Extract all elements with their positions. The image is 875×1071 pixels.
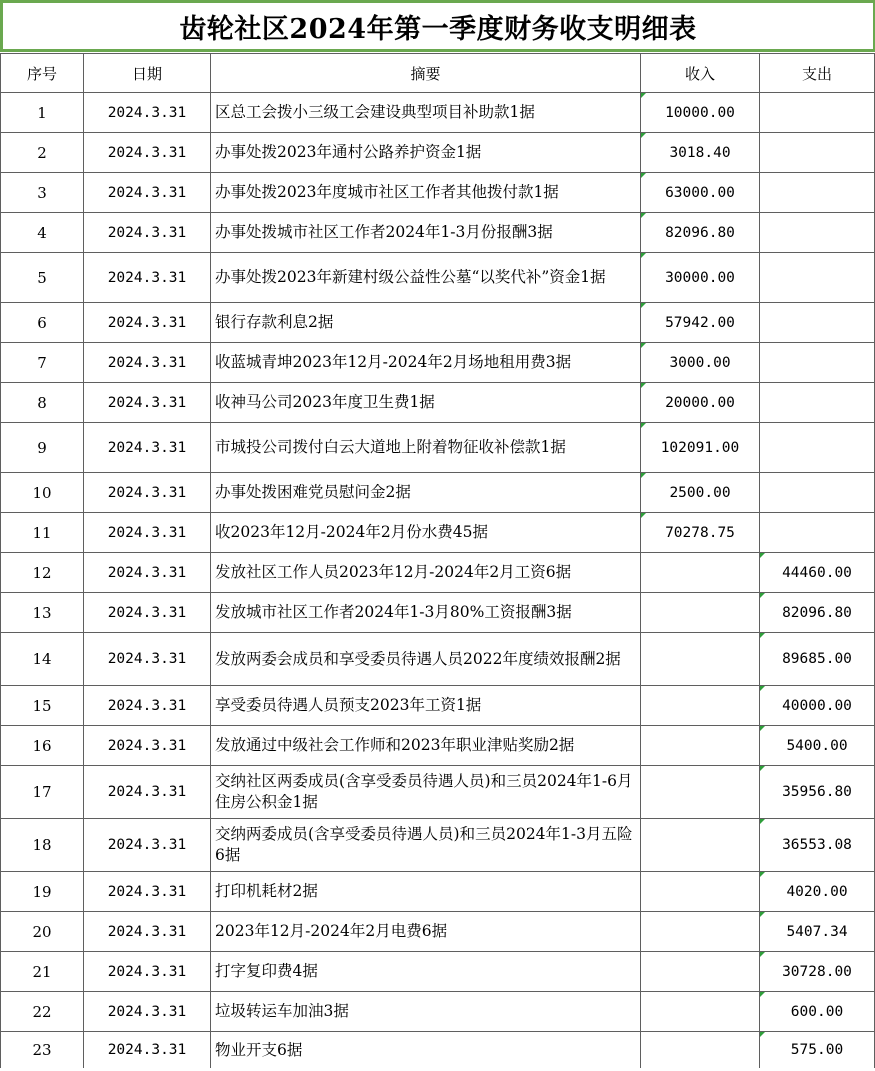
cell-expense[interactable] (760, 473, 875, 513)
cell-expense[interactable]: 5407.34 (760, 912, 875, 952)
cell-income[interactable] (641, 819, 760, 872)
table-row (1, 912, 875, 952)
header-income: 收入 (641, 54, 760, 93)
cell-income[interactable] (641, 766, 760, 819)
cell-no[interactable]: 5 (1, 253, 84, 303)
table-row (1, 173, 875, 213)
table-row (1, 343, 875, 383)
cell-date[interactable]: 2024.3.31 (84, 766, 211, 819)
cell-expense[interactable]: 35956.80 (760, 766, 875, 819)
table-row (1, 593, 875, 633)
cell-desc[interactable]: 打字复印费4据 (211, 952, 641, 992)
cell-date[interactable]: 2024.3.31 (84, 633, 211, 686)
cell-desc[interactable]: 发放两委会成员和享受委员待遇人员2022年度绩效报酬2据 (211, 633, 641, 686)
cell-date[interactable]: 2024.3.31 (84, 513, 211, 553)
cell-desc[interactable]: 收神马公司2023年度卫生费1据 (211, 383, 641, 423)
cell-income[interactable]: 57942.00 (641, 303, 760, 343)
cell-expense[interactable]: 4020.00 (760, 872, 875, 912)
cell-income[interactable]: 2500.00 (641, 473, 760, 513)
cell-desc[interactable]: 市城投公司拨付白云大道地上附着物征收补偿款1据 (211, 423, 641, 473)
cell-no[interactable]: 3 (1, 173, 84, 213)
cell-desc[interactable]: 享受委员待遇人员预支2023年工资1据 (211, 686, 641, 726)
table-row (1, 253, 875, 303)
table-row (1, 93, 875, 133)
cell-income[interactable]: 10000.00 (641, 93, 760, 133)
cell-desc[interactable]: 办事处拨2023年通村公路养护资金1据 (211, 133, 641, 173)
cell-date[interactable]: 2024.3.31 (84, 726, 211, 766)
cell-income[interactable] (641, 593, 760, 633)
cell-desc[interactable]: 办事处拨2023年度城市社区工作者其他拨付款1据 (211, 173, 641, 213)
table-row (1, 872, 875, 912)
cell-income[interactable] (641, 553, 760, 593)
cell-no[interactable]: 4 (1, 213, 84, 253)
sheet-title-bar (0, 0, 875, 52)
cell-income[interactable]: 3000.00 (641, 343, 760, 383)
finance-table (0, 53, 875, 1068)
header-expense: 支出 (760, 54, 875, 93)
table-row (1, 423, 875, 473)
cell-no[interactable]: 1 (1, 93, 84, 133)
cell-income[interactable] (641, 992, 760, 1032)
cell-date[interactable]: 2024.3.31 (84, 93, 211, 133)
cell-expense[interactable] (760, 383, 875, 423)
cell-date[interactable]: 2024.3.31 (84, 1032, 211, 1069)
table-row (1, 1032, 875, 1069)
cell-income[interactable]: 70278.75 (641, 513, 760, 553)
cell-desc[interactable]: 收2023年12月-2024年2月份水费45据 (211, 513, 641, 553)
cell-expense[interactable]: 89685.00 (760, 633, 875, 686)
table-row (1, 952, 875, 992)
cell-date[interactable]: 2024.3.31 (84, 593, 211, 633)
cell-expense[interactable] (760, 303, 875, 343)
header-row (1, 54, 875, 93)
cell-expense[interactable] (760, 213, 875, 253)
cell-date[interactable]: 2024.3.31 (84, 912, 211, 952)
cell-expense[interactable] (760, 253, 875, 303)
cell-expense[interactable] (760, 133, 875, 173)
cell-date[interactable]: 2024.3.31 (84, 819, 211, 872)
cell-date[interactable]: 2024.3.31 (84, 303, 211, 343)
cell-desc[interactable]: 发放城市社区工作者2024年1-3月80%工资报酬3据 (211, 593, 641, 633)
table-row (1, 633, 875, 686)
header-date: 日期 (84, 54, 211, 93)
table-row (1, 686, 875, 726)
cell-income[interactable]: 102091.00 (641, 423, 760, 473)
cell-desc[interactable]: 区总工会拨小三级工会建设典型项目补助款1据 (211, 93, 641, 133)
cell-income[interactable]: 30000.00 (641, 253, 760, 303)
cell-date[interactable]: 2024.3.31 (84, 343, 211, 383)
cell-no[interactable]: 2 (1, 133, 84, 173)
cell-date[interactable]: 2024.3.31 (84, 383, 211, 423)
cell-desc[interactable]: 交纳社区两委成员(含享受委员待遇人员)和三员2024年1-6月住房公积金1据 (211, 766, 641, 819)
cell-date[interactable]: 2024.3.31 (84, 423, 211, 473)
sheet-title: 齿轮社区2024年第一季度财务收支明细表 (179, 13, 697, 45)
cell-date[interactable]: 2024.3.31 (84, 473, 211, 513)
cell-expense[interactable] (760, 343, 875, 383)
cell-no[interactable]: 21 (1, 952, 84, 992)
cell-desc[interactable]: 发放通过中级社会工作师和2023年职业津贴奖励2据 (211, 726, 641, 766)
cell-income[interactable] (641, 1032, 760, 1069)
cell-expense[interactable]: 82096.80 (760, 593, 875, 633)
cell-desc[interactable]: 交纳两委成员(含享受委员待遇人员)和三员2024年1-3月五险6据 (211, 819, 641, 872)
cell-date[interactable]: 2024.3.31 (84, 133, 211, 173)
cell-income[interactable] (641, 726, 760, 766)
cell-no[interactable]: 23 (1, 1032, 84, 1069)
cell-date[interactable]: 2024.3.31 (84, 553, 211, 593)
cell-no[interactable]: 12 (1, 553, 84, 593)
cell-no[interactable]: 10 (1, 473, 84, 513)
cell-income[interactable]: 82096.80 (641, 213, 760, 253)
table-row (1, 383, 875, 423)
cell-desc[interactable]: 收蓝城青坤2023年12月-2024年2月场地租用费3据 (211, 343, 641, 383)
cell-expense[interactable]: 5400.00 (760, 726, 875, 766)
table-row (1, 213, 875, 253)
cell-expense[interactable] (760, 93, 875, 133)
cell-desc[interactable]: 垃圾转运车加油3据 (211, 992, 641, 1032)
cell-income[interactable] (641, 633, 760, 686)
cell-date[interactable]: 2024.3.31 (84, 253, 211, 303)
cell-date[interactable]: 2024.3.31 (84, 992, 211, 1032)
cell-no[interactable]: 11 (1, 513, 84, 553)
cell-no[interactable]: 19 (1, 872, 84, 912)
cell-desc[interactable]: 办事处拨困难党员慰问金2据 (211, 473, 641, 513)
cell-expense[interactable] (760, 173, 875, 213)
table-row (1, 553, 875, 593)
cell-expense[interactable]: 575.00 (760, 1032, 875, 1069)
cell-desc[interactable]: 银行存款利息2据 (211, 303, 641, 343)
cell-no[interactable]: 18 (1, 819, 84, 872)
cell-no[interactable]: 14 (1, 633, 84, 686)
table-row (1, 303, 875, 343)
cell-expense[interactable]: 44460.00 (760, 553, 875, 593)
cell-date[interactable]: 2024.3.31 (84, 952, 211, 992)
table-row (1, 992, 875, 1032)
cell-no[interactable]: 15 (1, 686, 84, 726)
cell-no[interactable]: 8 (1, 383, 84, 423)
cell-desc[interactable]: 打印机耗材2据 (211, 872, 641, 912)
cell-expense[interactable] (760, 423, 875, 473)
cell-income[interactable]: 3018.40 (641, 133, 760, 173)
cell-income[interactable]: 20000.00 (641, 383, 760, 423)
table-row (1, 819, 875, 872)
table-row (1, 726, 875, 766)
cell-no[interactable]: 16 (1, 726, 84, 766)
cell-no[interactable]: 17 (1, 766, 84, 819)
table-body (1, 93, 875, 1069)
cell-no[interactable]: 7 (1, 343, 84, 383)
cell-expense[interactable]: 30728.00 (760, 952, 875, 992)
cell-date[interactable]: 2024.3.31 (84, 213, 211, 253)
header-no: 序号 (1, 54, 84, 93)
cell-desc[interactable]: 物业开支6据 (211, 1032, 641, 1069)
cell-expense[interactable] (760, 513, 875, 553)
cell-date[interactable]: 2024.3.31 (84, 173, 211, 213)
cell-income[interactable] (641, 912, 760, 952)
cell-expense[interactable]: 600.00 (760, 992, 875, 1032)
table-row (1, 766, 875, 819)
cell-expense[interactable]: 36553.08 (760, 819, 875, 872)
cell-desc[interactable]: 发放社区工作人员2023年12月-2024年2月工资6据 (211, 553, 641, 593)
table-row (1, 513, 875, 553)
cell-expense[interactable]: 40000.00 (760, 686, 875, 726)
cell-income[interactable] (641, 686, 760, 726)
cell-desc[interactable]: 办事处拨2023年新建村级公益性公墓“以奖代补”资金1据 (211, 253, 641, 303)
cell-desc[interactable]: 2023年12月-2024年2月电费6据 (211, 912, 641, 952)
cell-no[interactable]: 20 (1, 912, 84, 952)
cell-income[interactable]: 63000.00 (641, 173, 760, 213)
cell-no[interactable]: 9 (1, 423, 84, 473)
cell-income[interactable] (641, 952, 760, 992)
cell-date[interactable]: 2024.3.31 (84, 686, 211, 726)
cell-no[interactable]: 6 (1, 303, 84, 343)
cell-date[interactable]: 2024.3.31 (84, 872, 211, 912)
cell-no[interactable]: 13 (1, 593, 84, 633)
table-row (1, 133, 875, 173)
table-row (1, 473, 875, 513)
cell-no[interactable]: 22 (1, 992, 84, 1032)
cell-income[interactable] (641, 872, 760, 912)
cell-desc[interactable]: 办事处拨城市社区工作者2024年1-3月份报酬3据 (211, 213, 641, 253)
header-desc: 摘要 (211, 54, 641, 93)
